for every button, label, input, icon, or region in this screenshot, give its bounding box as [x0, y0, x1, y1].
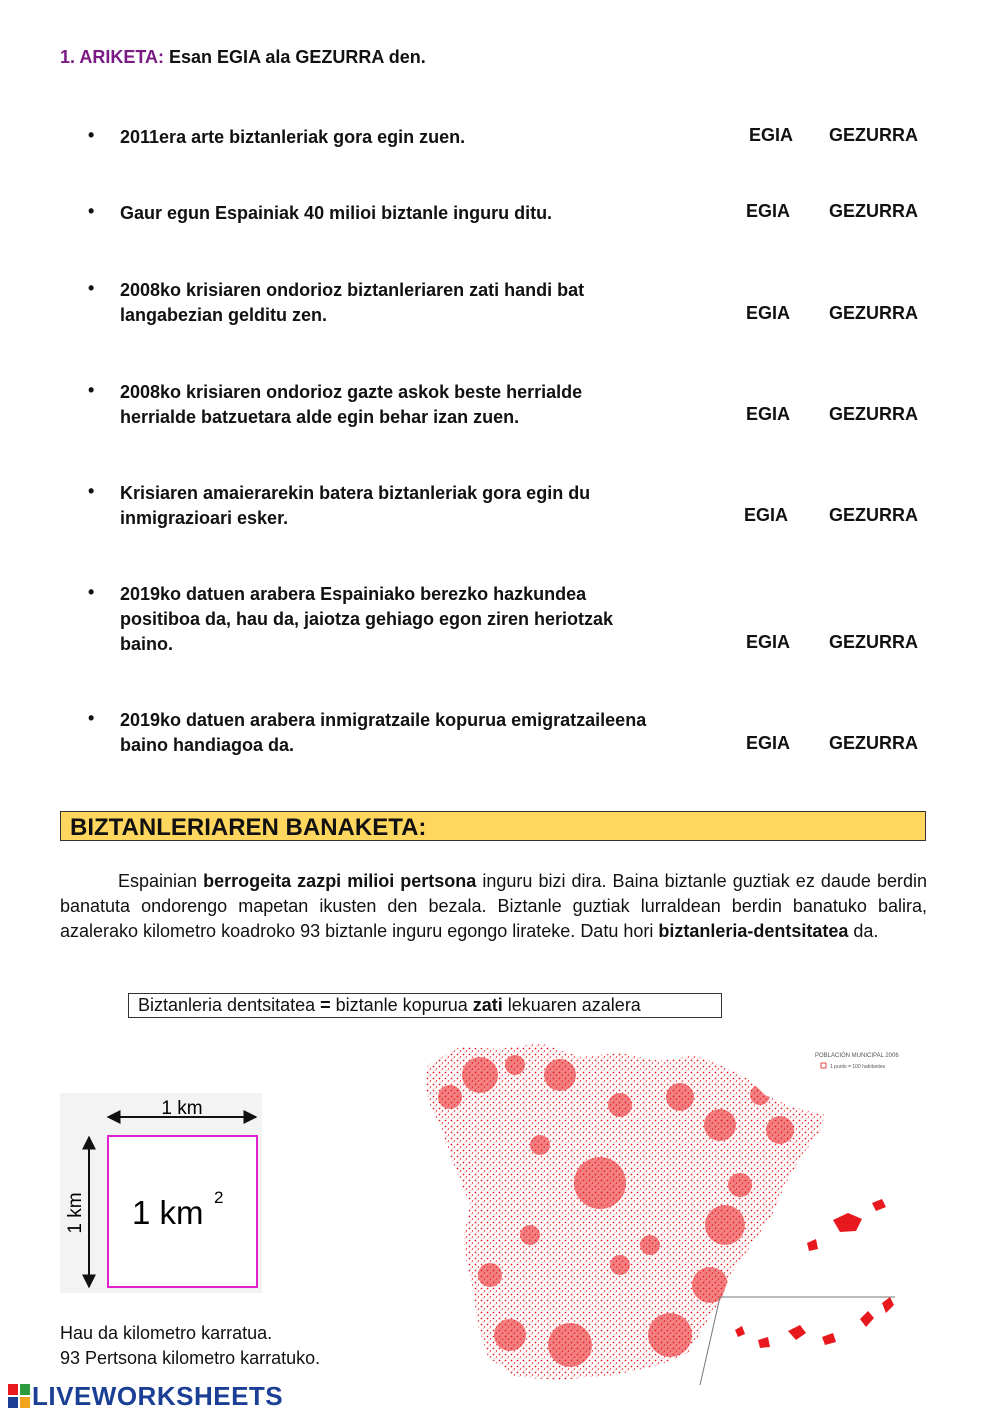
- map-legend: 1 punto = 100 habitantes: [830, 1064, 886, 1070]
- urban-cluster: [666, 1083, 694, 1111]
- question-text: [120, 582, 613, 657]
- option-gezurra[interactable]: GEZURRA: [829, 404, 918, 424]
- formula-operator: zati: [472, 995, 503, 1015]
- urban-cluster: [640, 1235, 660, 1255]
- urban-cluster: [766, 1116, 794, 1144]
- urban-cluster: [438, 1085, 462, 1109]
- question-text: [120, 278, 584, 328]
- question-line: baino.: [120, 634, 173, 654]
- top-km-label: 1 km: [161, 1098, 203, 1119]
- question-line: Krisiaren amaierarekin batera biztanleriak gora egin du: [120, 483, 591, 503]
- section-title: BIZTANLERIAREN BANAKETA:: [60, 811, 926, 841]
- urban-cluster: [544, 1059, 576, 1091]
- map-title: POBLACIÓN MUNICIPAL 2006: [815, 1053, 899, 1059]
- urban-cluster: [478, 1263, 502, 1287]
- urban-cluster: [692, 1267, 728, 1303]
- urban-cluster: [728, 1173, 752, 1197]
- option-egia[interactable]: EGIA: [749, 125, 794, 145]
- formula-part: lekuaren azalera: [502, 995, 641, 1015]
- island-canary: [788, 1325, 806, 1340]
- urban-cluster: [462, 1057, 498, 1093]
- formula-equals: =: [320, 995, 331, 1015]
- urban-cluster: [574, 1157, 626, 1209]
- urban-cluster: [530, 1135, 550, 1155]
- option-egia[interactable]: EGIA: [746, 201, 791, 221]
- urban-cluster: [505, 1055, 525, 1075]
- urban-cluster: [704, 1109, 736, 1141]
- formula-part: Biztanleria dentsitatea: [138, 995, 321, 1015]
- option-gezurra[interactable]: GEZURRA: [829, 632, 918, 652]
- option-egia[interactable]: EGIA: [744, 505, 789, 525]
- island-canary: [860, 1311, 874, 1327]
- option-egia[interactable]: EGIA: [746, 404, 791, 424]
- option-gezurra[interactable]: GEZURRA: [829, 125, 918, 145]
- area-exponent: 2: [214, 1188, 224, 1207]
- island-mallorca: [833, 1213, 862, 1232]
- liveworksheets-icon: [8, 1384, 30, 1408]
- urban-cluster: [548, 1323, 592, 1367]
- urban-cluster: [610, 1255, 630, 1275]
- option-egia[interactable]: EGIA: [746, 303, 791, 323]
- island-canary: [758, 1337, 770, 1348]
- question-text: [120, 125, 465, 150]
- island-canary: [735, 1326, 745, 1337]
- exercise-heading: [60, 47, 426, 68]
- option-gezurra[interactable]: GEZURRA: [829, 201, 918, 221]
- mainland-spain: [425, 1043, 825, 1380]
- side-km-label: 1 km: [65, 1192, 86, 1234]
- option-gezurra[interactable]: GEZURRA: [829, 505, 918, 525]
- island-menorca: [872, 1199, 886, 1211]
- para-text: Espainian: [118, 871, 204, 891]
- exercise-number: 1. ARIKETA:: [60, 47, 165, 67]
- urban-cluster: [494, 1319, 526, 1351]
- para-text: inguru bizi dira. Baina biztanle guztiak ez daude berdin banatuta ondorengo mapetan ikusten den bezala. Biztanle guztiak lurraldean berdin banatuko balira, azalerako kilometro koadroko 93 biztanle inguru egongo lirateke. Datu hori: [60, 871, 928, 941]
- option-gezurra[interactable]: GEZURRA: [829, 733, 918, 753]
- bullet-icon: •: [88, 278, 95, 298]
- question-line: 2019ko datuen arabera Espainiako berezko hazkundea: [120, 584, 587, 604]
- para-bold: biztanleria-dentsitatea: [658, 921, 849, 941]
- liveworksheets-logo: [8, 1381, 283, 1412]
- bullet-icon: •: [88, 708, 95, 728]
- exercise-instruction: Esan EGIA ala GEZURRA den.: [169, 47, 426, 67]
- bullet-icon: •: [88, 582, 95, 602]
- question-line: 2019ko datuen arabera inmigratzaile kopurua emigratzaileena: [120, 710, 647, 730]
- caption-line: 93 Pertsona kilometro karratuko.: [60, 1348, 321, 1368]
- bullet-icon: •: [88, 380, 95, 400]
- urban-cluster: [520, 1225, 540, 1245]
- para-text: da.: [848, 921, 879, 941]
- area-label: 1 km: [132, 1194, 204, 1231]
- intro-paragraph: [60, 869, 927, 944]
- question-line: 2008ko krisiaren ondorioz biztanleriaren zati handi bat: [120, 280, 585, 300]
- urban-cluster: [750, 1085, 770, 1105]
- question-line: positiboa da, hau da, jaiotza gehiago egon ziren heriotzak: [120, 609, 614, 629]
- question-line: herrialde batzuetara alde egin behar izan zuen.: [120, 407, 520, 427]
- question-text: [120, 708, 646, 758]
- square-km-svg: [60, 1093, 262, 1293]
- option-egia[interactable]: EGIA: [746, 733, 791, 753]
- option-egia[interactable]: EGIA: [746, 632, 791, 652]
- question-line: 2011era arte biztanleriak gora egin zuen.: [120, 127, 466, 147]
- bullet-icon: •: [88, 125, 95, 145]
- question-text: [120, 380, 582, 430]
- legend-swatch: [821, 1063, 826, 1068]
- population-density-map: [420, 1035, 920, 1390]
- island-canary: [882, 1297, 894, 1313]
- map-svg: [420, 1035, 920, 1385]
- bullet-icon: •: [88, 201, 95, 221]
- bullet-icon: •: [88, 481, 95, 501]
- caption-line: Hau da kilometro karratua.: [60, 1323, 273, 1343]
- diagram-caption: [60, 1321, 320, 1371]
- island-canary: [822, 1333, 836, 1345]
- urban-cluster: [648, 1313, 692, 1357]
- question-line: inmigrazioari esker.: [120, 508, 289, 528]
- question-text: [120, 201, 552, 226]
- option-gezurra[interactable]: GEZURRA: [829, 303, 918, 323]
- question-line: 2008ko krisiaren ondorioz gazte askok beste herrialde: [120, 382, 583, 402]
- density-formula: [128, 993, 722, 1018]
- para-bold: berrogeita zazpi milioi pertsona: [203, 871, 477, 891]
- question-text: [120, 481, 590, 531]
- logo-text: LIVEWORKSHEETS: [32, 1381, 284, 1411]
- urban-cluster: [705, 1205, 745, 1245]
- island-ibiza: [807, 1239, 818, 1251]
- urban-cluster: [608, 1093, 632, 1117]
- canary-inset-frame: [700, 1297, 895, 1385]
- question-line: langabezian gelditu zen.: [120, 305, 328, 325]
- formula-part: biztanle kopurua: [330, 995, 473, 1015]
- square-km-diagram: [60, 1093, 262, 1293]
- question-line: Gaur egun Espainiak 40 milioi biztanle inguru ditu.: [120, 203, 553, 223]
- question-line: baino handiagoa da.: [120, 735, 295, 755]
